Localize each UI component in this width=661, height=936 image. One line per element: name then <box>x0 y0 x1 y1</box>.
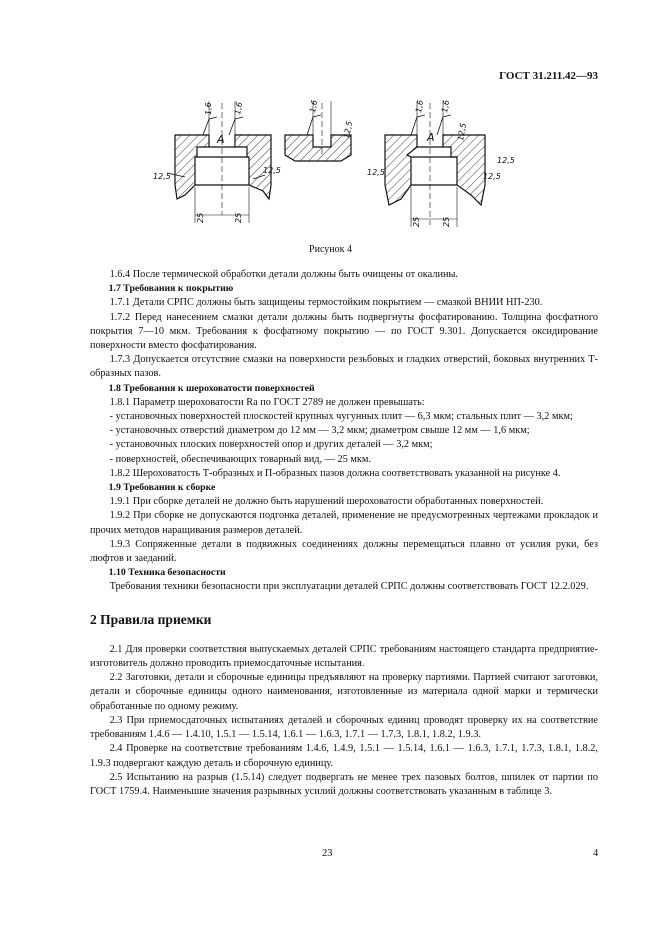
paragraph: 2.1 Для проверки соответствия выпускаемых деталей СРПС требованиям настоящего стандарта предприятие-изготовитель должно проводить приемосдаточные испытания. <box>90 643 598 670</box>
fig-roughness-12-5: 12,5 <box>342 120 355 140</box>
section-heading: 1.7 Требования к покрытию <box>108 283 234 295</box>
fig-roughness-12-5: 12,5 <box>263 166 281 175</box>
paragraph: 1.7.2 Перед нанесением смазки детали должны быть подвергнуты фосфатированию. Толщина фосфатного покрытия 7—10 мкм. Требования к фосфатному покрытию — по ГОСТ 9.301. Допускается оксидирование поверхности вместо фосфатирования. <box>90 311 598 352</box>
page-number-center: 23 <box>322 848 333 859</box>
paragraph: Требования техники безопасности при эксплуатации деталей СРПС должны соответствовать ГОСТ 12.2.029. <box>109 581 589 593</box>
t-slot-right-drawing <box>367 99 515 227</box>
fig-roughness-1-6: 1,6 <box>414 99 426 114</box>
list-item: - установочных поверхностей плоскостей крупных чугунных плит — 6,3 мкм; стальных плит — 3,2 мкм; <box>109 411 573 423</box>
fig-roughness-1-6: 1,6 <box>233 101 245 116</box>
fig-dim-25: 25 <box>234 212 243 223</box>
paragraph: 2.3 При приемосдаточных испытаниях деталей и сборочных единиц проводят проверку их на соответствие требованиям 1.4.6 — 1.4.10, 1.5.1 — 1.5.14, 1.6.1 — 1.6.3, 1.7.1 — 1.7.3, 1.8.1, 1.8.2, 1.9.3. <box>90 714 598 741</box>
fig-roughness-12-5: 12,5 <box>497 156 515 165</box>
paragraph: 1.7.3 Допускается отсутствие смазки на поверхности резьбовых и гладких отверстий, боковых внутренних Т-образных пазов. <box>90 354 598 380</box>
chapter-heading: 2 Правила приемки <box>90 611 212 627</box>
fig-dim-25: 25 <box>412 216 421 227</box>
figure-caption: Рисунок 4 <box>309 244 352 255</box>
fig-roughness-12-5: 12,5 <box>456 122 469 142</box>
list-item: - установочных плоских поверхностей опор и других деталей — 3,2 мкм; <box>109 439 433 451</box>
fig-roughness-12-5: 12,5 <box>153 172 171 181</box>
page-number-right: 4 <box>593 848 599 859</box>
figure-4-slot-drawings <box>145 95 525 235</box>
paragraph: 2.5 Испытанию на разрыв (1.5.14) следует подвергать не менее трех пазовых болтов, шпилек от партии по ГОСТ 1759.4. Наименьшие значения разрывных усилий должны соответствовать указанным в таблице 3. <box>90 771 598 797</box>
fig-roughness-1-6: 1,6 <box>440 99 452 114</box>
fig-roughness-1-6: 1,6 <box>204 102 213 115</box>
paragraph: 2.4 Проверке на соответствие требованиям 1.4.6, 1.4.9, 1.5.1 — 1.5.14, 1.6.1 — 1.6.3, 1.7.1, 1.7.3, 1.8.1, 1.8.2, 1.9.3 подвергают каждую деталь и сборочную единицу. <box>90 743 598 769</box>
fig-label-a-right: A <box>427 131 435 144</box>
paragraph: 1.9.3 Сопряженные детали в подвижных соединениях должны перемещаться плавно от усилия руки, без люфтов и заеданий. <box>90 538 598 565</box>
section-heading: 1.10 Техника безопасности <box>108 567 226 579</box>
fig-roughness-1-6: 1,6 <box>308 99 320 114</box>
fig-dim-25: 25 <box>442 216 451 227</box>
paragraph: 1.7.1 Детали СРПС должны быть защищены термостойким покрытием — смазкой ВНИИ НП-230. <box>109 297 543 309</box>
document-body <box>90 268 598 799</box>
fig-roughness-12-5: 12,5 <box>367 168 385 177</box>
fig-roughness-12-5: 12,5 <box>483 172 501 181</box>
list-item: - поверхностей, обеспечивающих товарный вид, — 25 мкм. <box>109 453 372 465</box>
fig-label-a-left: A <box>217 133 225 146</box>
paragraph: 1.8.1 Параметр шероховатости Ra по ГОСТ 2789 не должен превышать: <box>109 396 425 408</box>
paragraph: 1.6.4 После термической обработки детали должны быть очищены от окалины. <box>109 269 458 280</box>
paragraph: 1.8.2 Шероховатость Т-образных и П-образных пазов должна соответствовать указанной на рисунке 4. <box>109 467 561 479</box>
section-heading: 1.9 Требования к сборке <box>108 482 216 494</box>
u-slot-middle-drawing <box>285 99 354 161</box>
t-slot-left-drawing <box>153 101 281 223</box>
fig-dim-25: 25 <box>196 212 205 223</box>
section-heading: 1.8 Требования к шероховатости поверхностей <box>108 382 315 394</box>
paragraph: 1.9.2 При сборке не допускаются подгонка деталей, применение не предусмотренных чертежами прокладок и прочих методов наращивания размеров деталей. <box>90 510 598 536</box>
document-number: ГОСТ 31.211.42—93 <box>499 70 598 82</box>
paragraph: 1.9.1 При сборке деталей не должно быть нарушений шероховатости обработанных поверхностей. <box>109 496 544 508</box>
paragraph: 2.2 Заготовки, детали и сборочные единицы предъявляют на проверку партиями. Партией считают заготовки, детали и сборочные единицы одного наименования, изготовленные из материала одной марки и термически обработанные по одному режиму. <box>90 672 598 712</box>
list-item: - установочных отверстий диаметром до 12 мм — 3,2 мкм; диаметром свыше 12 мм — 1,6 мкм; <box>109 425 530 437</box>
